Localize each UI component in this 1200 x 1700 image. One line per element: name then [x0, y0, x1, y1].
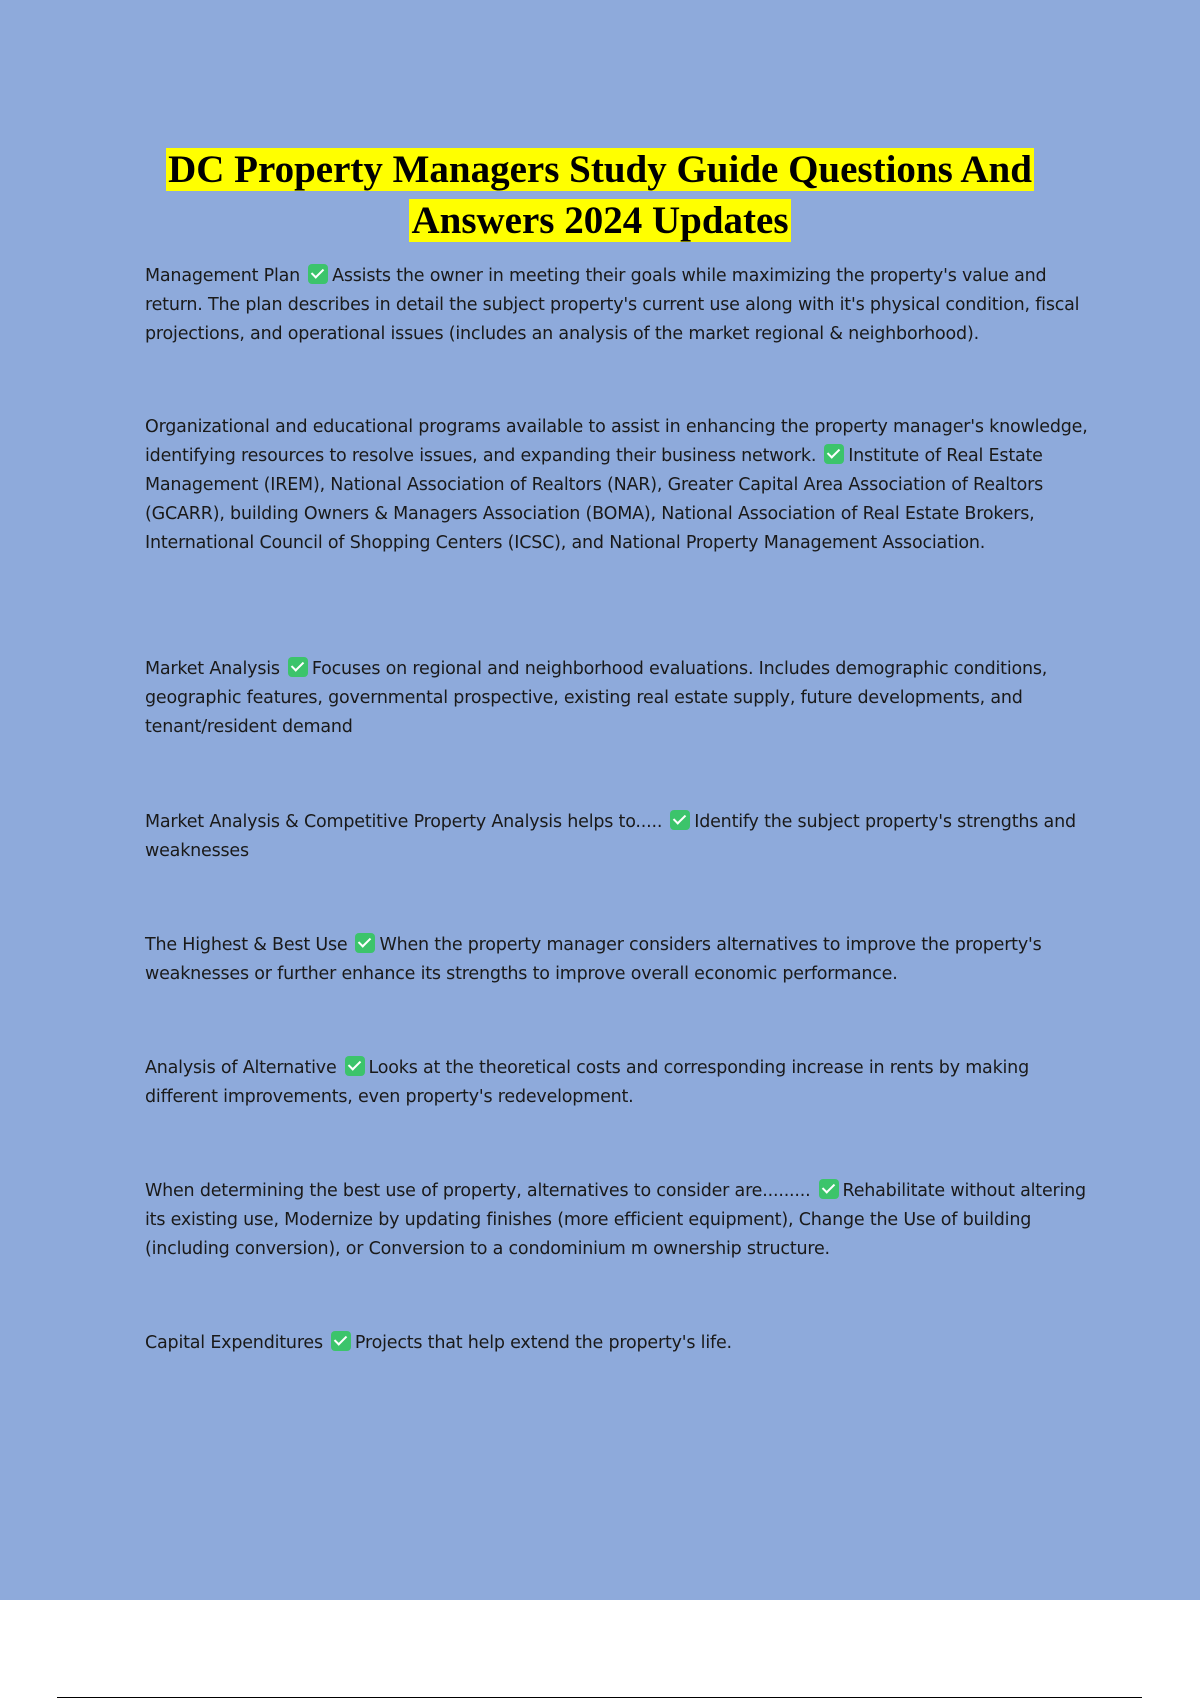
- question-text: The Highest & Best Use: [145, 935, 348, 955]
- answer-text: Assists the owner in meeting their goals while maximizing the property's value and return. The plan describes in detail the subject property's current use along with it's physical condition, fiscal projections, and operational issues (includes an analysis of the market regional & neighborhood).: [145, 266, 1080, 344]
- qa-item-capital-expenditures: [145, 1329, 1095, 1358]
- answer-text: Institute of Real Estate Management (IREM), National Association of Realtors (NAR), Greater Capital Area Association of Realtors (GCARR), building Owners & Managers Association (BOMA), National Association of Real Estate Brokers, International Council of Shopping Centers (ICSC), and National Property Management Association.: [145, 446, 1044, 553]
- green-checkmark-icon: [819, 1179, 839, 1199]
- qa-item-highest-best-use: [145, 931, 1095, 989]
- answer-text: Focuses on regional and neighborhood evaluations. Includes demographic conditions, geographic features, governmental prospective, existing real estate supply, future developments, and tenant/resident demand: [145, 659, 1048, 737]
- qa-item-management-plan: [145, 262, 1095, 349]
- qa-item-organizational-programs: [145, 413, 1095, 558]
- answer-text: Rehabilitate without altering its existing use, Modernize by updating finishes (more efficient equipment), Change the Use of building (including conversion), or Conversion to a condominium m ownership structure.: [145, 1181, 1086, 1259]
- question-text: Capital Expenditures: [145, 1333, 323, 1353]
- answer-text: Looks at the theoretical costs and corresponding increase in rents by making different improvements, even property's redevelopment.: [145, 1058, 1029, 1107]
- qa-item-analysis-of-alternative: [145, 1054, 1095, 1112]
- question-text: When determining the best use of property, alternatives to consider are.........: [145, 1181, 811, 1201]
- qa-item-best-use-alternatives: [145, 1177, 1095, 1264]
- question-text: Management Plan: [145, 266, 301, 286]
- answer-text: When the property manager considers alternatives to improve the property's weaknesses or further enhance its strengths to improve overall economic performance.: [145, 935, 1042, 984]
- qa-item-market-analysis: [145, 655, 1095, 742]
- document-title: [100, 144, 1100, 246]
- green-checkmark-icon: [355, 933, 375, 953]
- question-text: Market Analysis & Competitive Property Analysis helps to.....: [145, 812, 663, 832]
- green-checkmark-icon: [331, 1331, 351, 1351]
- question-text: Organizational and educational programs available to assist in enhancing the property manager's knowledge, identifying resources to resolve issues, and expanding their business network.: [145, 417, 1088, 466]
- green-checkmark-icon: [824, 444, 844, 464]
- footer-divider: [57, 1697, 1142, 1698]
- green-checkmark-icon: [288, 657, 308, 677]
- green-checkmark-icon: [670, 810, 690, 830]
- question-text: Analysis of Alternative: [145, 1058, 337, 1078]
- green-checkmark-icon: [308, 264, 328, 284]
- answer-text: Projects that help extend the property's life.: [354, 1333, 732, 1353]
- answer-text: Identify the subject property's strengths and weaknesses: [145, 812, 1076, 861]
- title-line-2: Answers 2024 Updates: [411, 199, 789, 242]
- qa-item-competitive-analysis: [145, 808, 1095, 866]
- green-checkmark-icon: [345, 1056, 365, 1076]
- question-text: Market Analysis: [145, 659, 280, 679]
- title-line-1: DC Property Managers Study Guide Questions And: [168, 148, 1032, 191]
